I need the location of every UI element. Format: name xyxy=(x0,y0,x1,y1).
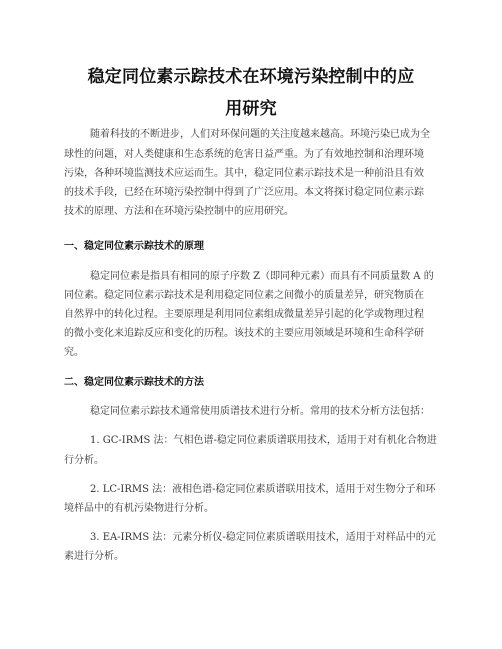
section-1-line-1: 稳定同位素是指具有相同的原子序数 Z（即同种元素）而具有不同质量数 A 的 xyxy=(90,271,434,282)
section-1-line-5: 究。 xyxy=(64,347,84,358)
section-1-heading: 一、稳定同位素示踪技术的原理 xyxy=(64,241,204,252)
method-item-1-line-1: 1. GC-IRMS 法：气相色谱-稳定同位素质谱联用技术，适用于对有机化合物进 xyxy=(90,435,437,446)
section-2-heading: 二、稳定同位素示踪技术的方法 xyxy=(64,377,204,388)
intro-line-2: 球性的问题，对人类健康和生态系统的危害日益严重。为了有效地控制和治理环境 xyxy=(64,149,424,160)
method-item-1-line-2: 行分析。 xyxy=(64,455,104,466)
intro-line-1: 随着科技的不断进步，人们对环保问题的关注度越来越高。环境污染已成为全 xyxy=(90,129,430,140)
section-1-line-3: 自然界中的转化过程。主要原理是利用同位素组成微量差异引起的化学或物理过程 xyxy=(64,309,424,320)
document-title-line-1: 稳定同位素示踪技术在环境污染控制中的应 xyxy=(87,67,415,87)
method-item-3-line-2: 素进行分析。 xyxy=(64,551,124,562)
method-item-2-line-2: 境样品中的有机污染物进行分析。 xyxy=(64,503,214,514)
method-item-3-line-1: 3. EA-IRMS 法：元素分析仪-稳定同位素质谱联用技术，适用于对样品中的元 xyxy=(90,532,436,543)
method-item-2-line-1: 2. LC-IRMS 法：液相色谱-稳定同位素质谱联用技术，适用于对生物分子和环 xyxy=(90,484,436,495)
section-1-line-4: 的微小变化来追踪反应和变化的历程。该技术的主要应用领域是环境和生命科学研 xyxy=(64,328,424,339)
section-1-line-2: 同位素。稳定同位素示踪技术是利用稳定同位素之间微小的质量差异，研究物质在 xyxy=(64,290,424,301)
document-title-line-2: 用研究 xyxy=(225,99,277,119)
intro-line-4: 的技术手段，已经在环境污染控制中得到了广泛应用。本文将探讨稳定同位素示踪 xyxy=(64,187,424,198)
intro-line-5: 技术的原理、方法和在环境污染控制中的应用研究。 xyxy=(64,206,294,217)
intro-line-3: 污染，各种环境监测技术应运而生。其中，稳定同位素示踪技术是一种前沿且有效 xyxy=(64,168,424,179)
section-2-intro: 稳定同位素示踪技术通常使用质谱技术进行分析。常用的技术分析方法包括： xyxy=(90,406,430,417)
